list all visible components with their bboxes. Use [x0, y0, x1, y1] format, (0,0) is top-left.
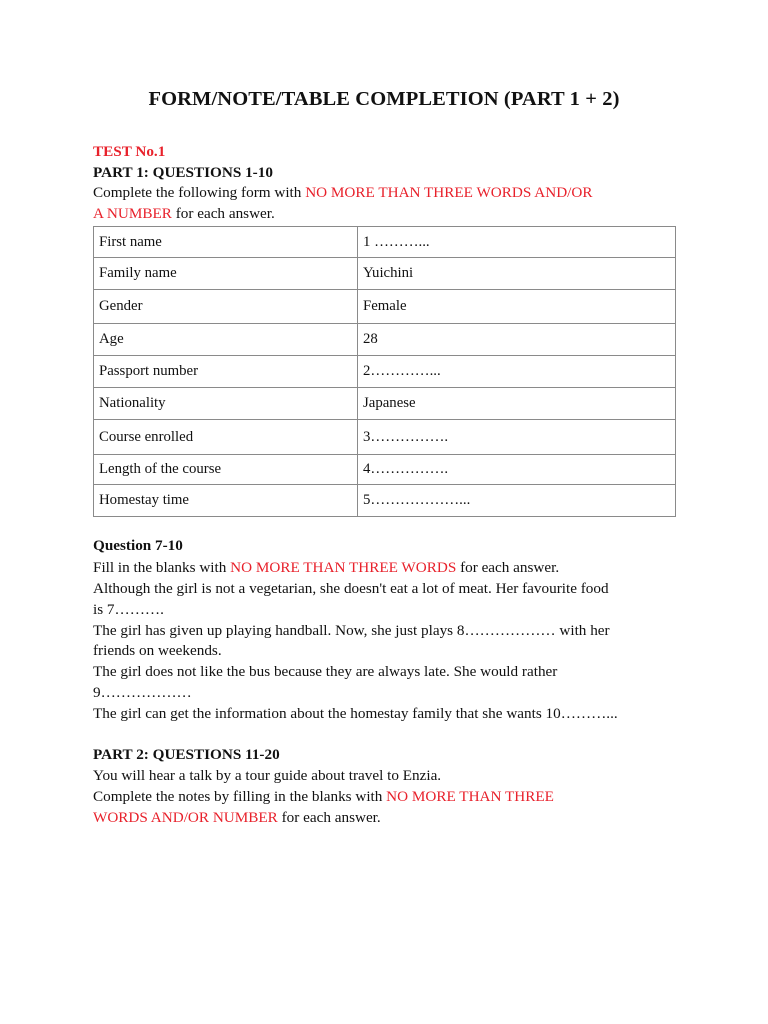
part1-instructions-line1	[93, 183, 593, 203]
table-row	[94, 485, 676, 517]
q7-10-line: The girl can get the information about the homestay family that she wants 10………...	[93, 705, 618, 722]
field-value: Japanese	[358, 388, 676, 420]
page-title: FORM/NOTE/TABLE COMPLETION (PART 1 + 2)	[148, 88, 620, 110]
field-label: Age	[94, 324, 358, 356]
q7-10-line: Although the girl is not a vegetarian, she doesn't eat a lot of meat. Her favourite food	[93, 580, 609, 597]
registration-form-table	[93, 226, 676, 517]
part2-instr-emphasis: NO MORE THAN THREE	[386, 788, 554, 805]
table-row	[94, 227, 676, 258]
table-row	[94, 290, 676, 324]
q7-10-line: is 7……….	[93, 601, 164, 618]
field-value: 1 ………...	[358, 227, 676, 258]
q7-10-line: The girl has given up playing handball. Now, she just plays 8……………… with her	[93, 622, 610, 639]
table-row	[94, 388, 676, 420]
part2-instructions-line1	[93, 787, 554, 807]
field-label: Homestay time	[94, 485, 358, 517]
field-value: Yuichini	[358, 258, 676, 290]
part2-heading: PART 2: QUESTIONS 11-20	[93, 746, 280, 763]
part1-instr-after: for each answer.	[175, 205, 275, 222]
table-row	[94, 420, 676, 455]
table-row	[94, 356, 676, 388]
test-label: TEST No.1	[93, 143, 166, 160]
part2-instr-emphasis-2: WORDS AND/OR NUMBER	[93, 809, 278, 826]
q7-10-instr-after: for each answer.	[460, 559, 560, 576]
field-value: 3…………….	[358, 420, 676, 455]
part1-instr-emphasis: NO MORE THAN THREE WORDS AND/OR	[305, 184, 593, 201]
q7-10-instr-emphasis: NO MORE THAN THREE WORDS	[230, 559, 457, 576]
field-value: 5………………...	[358, 485, 676, 517]
q7-10-line: 9………………	[93, 684, 192, 701]
field-label: Family name	[94, 258, 358, 290]
q7-10-line: The girl does not like the bus because they are always late. She would rather	[93, 663, 558, 680]
part1-instr-before: Complete the following form with	[93, 184, 302, 201]
field-label: Gender	[94, 290, 358, 324]
part2-instr-before: Complete the notes by filling in the blanks with	[93, 788, 383, 805]
table-row	[94, 258, 676, 290]
q7-10-heading: Question 7-10	[93, 537, 183, 554]
field-value: 4…………….	[358, 455, 676, 485]
q7-10-line: friends on weekends.	[93, 642, 222, 659]
field-label: First name	[94, 227, 358, 258]
field-label: Course enrolled	[94, 420, 358, 455]
part1-heading: PART 1: QUESTIONS 1-10	[93, 164, 273, 181]
table-row	[94, 324, 676, 356]
part2-instructions-line2	[93, 808, 381, 828]
field-value: 2…………...	[358, 356, 676, 388]
field-label: Length of the course	[94, 455, 358, 485]
q7-10-instructions	[93, 558, 559, 578]
field-label: Passport number	[94, 356, 358, 388]
part2-instr-after: for each answer.	[281, 809, 381, 826]
part1-instructions-line2	[93, 204, 275, 224]
field-label: Nationality	[94, 388, 358, 420]
field-value: 28	[358, 324, 676, 356]
field-value: Female	[358, 290, 676, 324]
q7-10-instr-before: Fill in the blanks with	[93, 559, 227, 576]
part2-intro: You will hear a talk by a tour guide about travel to Enzia.	[93, 767, 442, 784]
table-row	[94, 455, 676, 485]
part1-instr-emphasis-2: A NUMBER	[93, 205, 172, 222]
